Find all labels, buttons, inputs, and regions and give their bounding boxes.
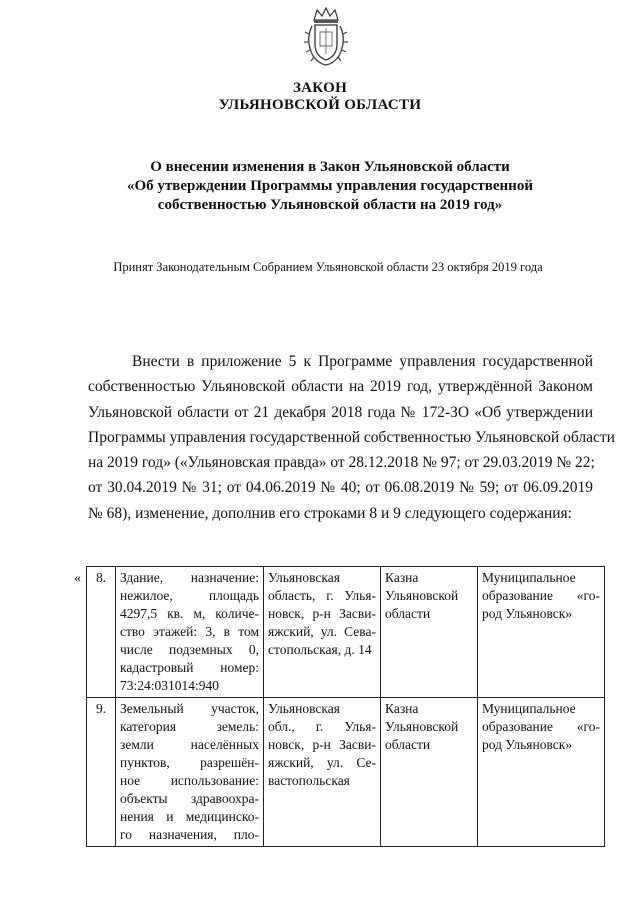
cell-line: область, г. Улья- (268, 588, 376, 603)
cell-line: новск, р-н Засви- (268, 737, 376, 752)
body-line: Ульяновской области от 21 декабря 2018 года № 172-ЗО «Об утверждении (88, 403, 593, 421)
current-holder (381, 567, 478, 698)
subject-line: «Об утверждении Программы управления государственной (127, 178, 533, 194)
cell-line: образование «го- (482, 588, 600, 603)
object-location (264, 567, 381, 698)
ulyanovsk-coat-of-arms-icon (301, 6, 351, 68)
law-region: УЛЬЯНОВСКОЙ ОБЛАСТИ (218, 97, 422, 113)
body-line: № 68), изменение, дополнив его строками 8 и 9 следующего содержания: (88, 504, 572, 522)
cell-line: Муниципальное (482, 570, 576, 585)
cell-line: Ульяновская (268, 570, 340, 585)
cell-line: ство этажей: 3, в том (120, 624, 259, 639)
cell-line: вастопольская (268, 773, 350, 788)
cell-line: Земельный участок, (120, 701, 259, 716)
row-number: 8. (87, 567, 116, 698)
object-description (116, 698, 264, 847)
body-line: Внести в приложение 5 к Программе управления государственной (132, 353, 593, 370)
cell-line: Муниципальное (482, 701, 576, 716)
cell-line: образование «го- (482, 719, 600, 734)
cell-line: Ульяновская (268, 701, 340, 716)
cell-line: нежилое, площадь (120, 588, 259, 603)
adoption-note: Принят Законодательным Собранием Ульяновской области 23 октября 2019 года (113, 260, 543, 274)
current-holder (381, 698, 478, 847)
cell-line: категория земель: (120, 719, 259, 734)
cell-line: области (385, 737, 431, 752)
open-quote: « (74, 571, 81, 586)
cell-line: Казна (385, 701, 419, 716)
row-number: 9. (87, 698, 116, 847)
body-line: от 30.04.2019 № 31; от 04.06.2019 № 40; от 06.08.2019 № 59; от 06.09.2019 (88, 479, 593, 497)
cell-line: нения и медицинско- (120, 809, 259, 824)
cell-line: 4297,5 кв. м, количе- (120, 606, 259, 621)
cell-line: земли населённых (120, 737, 259, 752)
body-line: Программы управления государственной собственностью Ульяновской области (88, 428, 615, 446)
cell-line: род Ульяновск» (482, 606, 573, 621)
table-row (87, 567, 605, 698)
cell-line: новск, р-н Засви- (268, 606, 376, 621)
cell-line: Ульяновской (385, 719, 459, 734)
cell-line: Казна (385, 570, 419, 585)
subject-line: О внесении изменения в Закон Ульяновской области (150, 159, 510, 175)
cell-line: стопольская, д. 14 (268, 642, 372, 657)
cell-line: яжский, ул. Сева- (268, 624, 376, 639)
cell-line: Здание, назначение: (120, 570, 259, 585)
body-paragraph (88, 349, 615, 526)
cell-line: числе подземных 0, (120, 642, 259, 657)
table-row (87, 698, 605, 847)
cell-line: го назначения, пло- (120, 827, 259, 842)
cell-line: пунктов, разрешён- (120, 755, 259, 770)
law-title: ЗАКОН (292, 80, 348, 96)
cell-line: объекты здравоохра- (120, 791, 259, 806)
cell-line: Ульяновской (385, 588, 459, 603)
cell-line: обл., г. Улья- (268, 719, 376, 734)
body-line: собственностью Ульяновской области на 2019 год, утверждённой Законом (88, 378, 593, 396)
cell-line: ное использование: (120, 773, 259, 788)
recipient (478, 698, 605, 847)
object-description (116, 567, 264, 698)
subject-line: собственностью Ульяновской области на 2019 год» (157, 197, 503, 213)
cell-line: кадастровый номер: (120, 660, 259, 675)
cell-line: области (385, 606, 431, 621)
law-subject (100, 158, 560, 215)
cell-line: яжский, ул. Се- (268, 755, 376, 770)
property-table (86, 566, 605, 847)
body-line: на 2019 год» («Ульяновская правда» от 28.12.2018 № 97; от 29.03.2019 № 22; (88, 454, 595, 472)
cell-line: 73:24:031014:940 (120, 678, 220, 693)
object-location (264, 698, 381, 847)
cell-line: род Ульяновск» (482, 737, 573, 752)
recipient (478, 567, 605, 698)
